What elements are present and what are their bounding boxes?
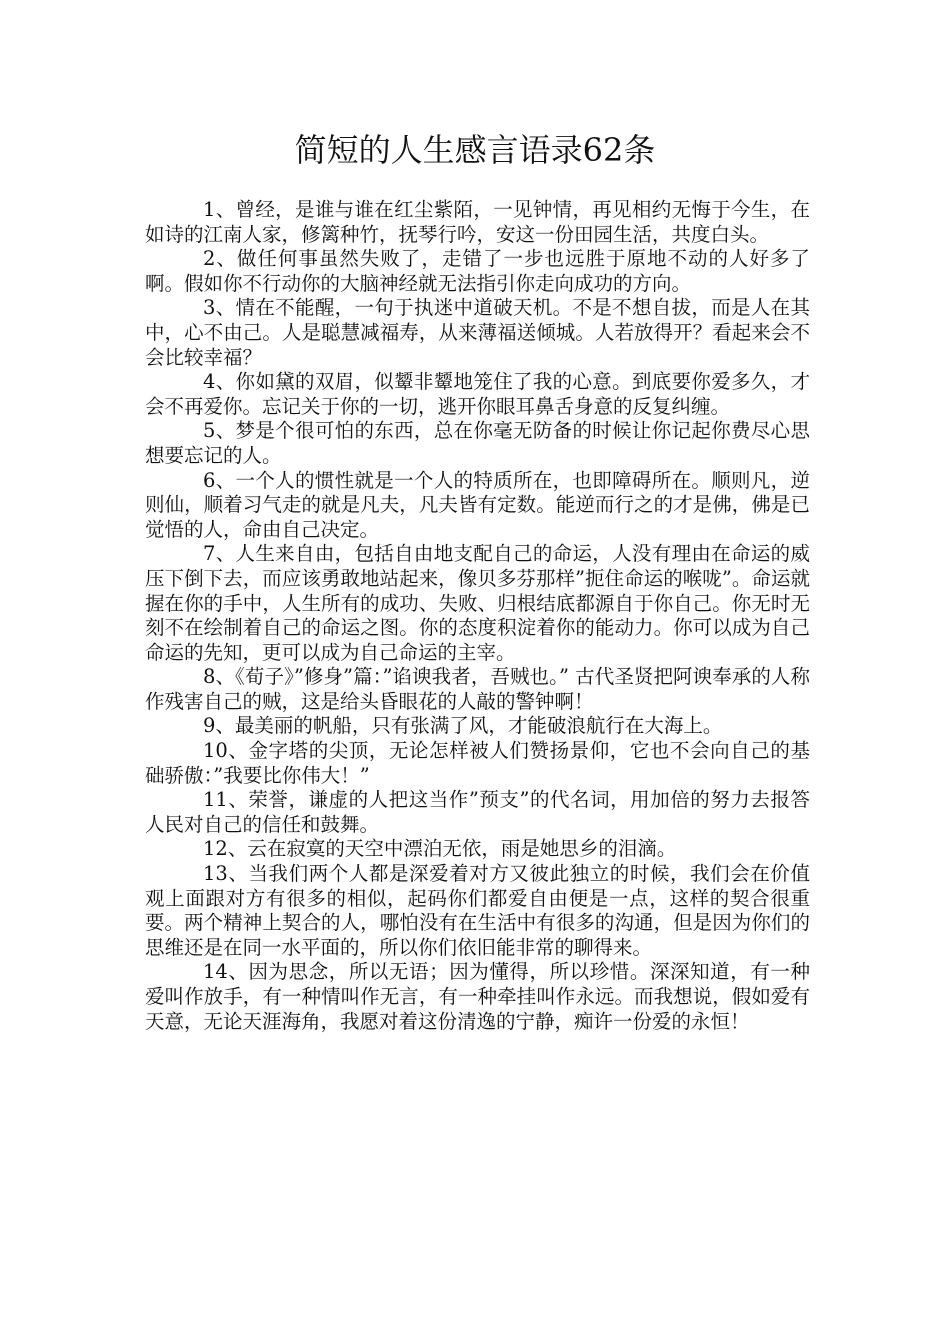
paragraph-11: 11、荣誉，谦虚的人把这当作”预支”的代名词，用加倍的努力去报答人民对自己的信任和鼓舞。	[145, 788, 810, 836]
paragraph-9: 9、最美丽的帆船，只有张满了风，才能破浪航行在大海上。	[203, 714, 723, 738]
paragraph-10: 10、金字塔的尖顶，无论怎样被人们赞扬景仰，它也不会向自己的基础骄傲：”我要比你伟大！”	[145, 739, 810, 787]
paragraph-3: 3、情在不能醒，一句于执迷中道破天机。不是不想自拔，而是人在其中，心不由己。人是聪慧减福寿，从来薄福送倾城。人若放得开？看起来会不会比较幸福？	[145, 296, 810, 369]
paragraph-14: 14、因为思念，所以无语；因为懂得，所以珍惜。深深知道，有一种爱叫作放手，有一种情叫作无言，有一种牵挂叫作永远。而我想说，假如爱有天意，无论天涯海角，我愿对着这份清逸的宁静，痴许一份爱的永恒！	[145, 960, 810, 1033]
paragraph-8: 8、《荀子》”修身”篇：”谄谀我者，吾贼也。” 古代圣贤把阿谀奉承的人称作残害自己的贼，这是给头昏眼花的人敲的警钟啊！	[145, 665, 810, 713]
document-title: 简短的人生感言语录62条	[294, 131, 656, 169]
paragraph-12: 12、云在寂寞的天空中漂泊无依，雨是她思乡的泪滴。	[203, 837, 677, 861]
paragraph-13: 13、当我们两个人都是深爱着对方又彼此独立的时候，我们会在价值观上面跟对方有很多的相似，起码你们都爱自由便是一点，这样的契合很重要。两个精神上契合的人，哪怕没有在生活中有很多的沟通，但是因为你们的思维还是在同一水平面的，所以你们依旧能非常的聊得来。	[145, 862, 810, 959]
paragraph-7: 7、人生来自由，包括自由地支配自己的命运，人没有理由在命运的威压下倒下去，而应该勇敢地站起来，像贝多芬那样”扼住命运的喉咙”。命运就握在你的手中，人生所有的成功、失败、归根结底都源自于你自己。你无时无刻不在绘制着自己的命运之图。你的态度积淀着你的能动力。你可以成为自己命运的先知，更可以成为自己命运的主宰。	[145, 542, 810, 664]
paragraph-6: 6、一个人的惯性就是一个人的特质所在，也即障碍所在。顺则凡，逆则仙，顺着习气走的就是凡夫，凡夫皆有定数。能逆而行之的才是佛，佛是已觉悟的人，命由自己决定。	[145, 468, 810, 541]
document-body	[145, 198, 810, 1034]
paragraph-2: 2、做任何事虽然失败了，走错了一步也远胜于原地不动的人好多了啊。假如你不行动你的大脑神经就无法指引你走向成功的方向。	[145, 247, 810, 295]
paragraph-1: 1、曾经，是谁与谁在红尘紫陌，一见钟情，再见相约无悔于今生，在如诗的江南人家，修篱种竹，抚琴行吟，安这一份田园生活，共度白头。	[145, 198, 810, 246]
paragraph-4: 4、你如黛的双眉，似颦非颦地笼住了我的心意。到底要你爱多久，才会不再爱你。忘记关于你的一切，逃开你眼耳鼻舌身意的反复纠缠。	[145, 370, 810, 418]
paragraph-5: 5、梦是个很可怕的东西，总在你毫无防备的时候让你记起你费尽心思想要忘记的人。	[145, 419, 810, 467]
